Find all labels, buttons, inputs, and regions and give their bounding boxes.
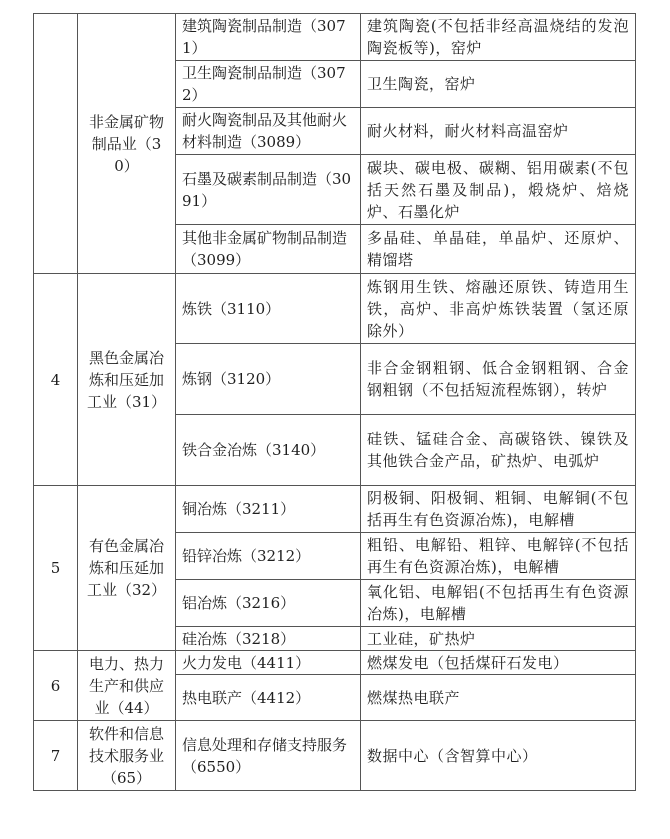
sub-industry: 石墨及碳素制品制造（3091） [176,155,361,225]
seq-number [34,14,78,274]
industry-name: 电力、热力生产和供应业（44） [78,651,176,721]
equipment-description: 硅铁、锰硅合金、高碳铬铁、镍铁及其他铁合金产品，矿热炉、电弧炉 [361,415,636,486]
industry-name: 有色金属冶炼和压延加工业（32） [78,486,176,651]
sub-industry: 铅锌冶炼（3212） [176,533,361,580]
table-row [34,274,636,344]
sub-industry: 热电联产（4412） [176,675,361,721]
industry-equipment-table [33,13,636,791]
equipment-description: 耐火材料，耐火材料高温窑炉 [361,108,636,155]
sub-industry: 硅冶炼（3218） [176,627,361,651]
sub-industry: 信息处理和存储支持服务（6550） [176,721,361,791]
equipment-description: 数据中心（含智算中心） [361,721,636,791]
sub-industry: 炼铁（3110） [176,274,361,344]
sub-industry: 铁合金冶炼（3140） [176,415,361,486]
equipment-description: 炼钢用生铁、熔融还原铁、铸造用生铁，高炉、非高炉炼铁装置（氢还原除外） [361,274,636,344]
seq-number: 6 [34,651,78,721]
sub-industry: 铜冶炼（3211） [176,486,361,533]
equipment-description: 阴极铜、阳极铜、粗铜、电解铜(不包括再生有色资源冶炼)，电解槽 [361,486,636,533]
equipment-description: 卫生陶瓷，窑炉 [361,61,636,108]
sub-industry: 炼钢（3120） [176,344,361,415]
table-row [34,14,636,61]
equipment-description: 非合金钢粗钢、低合金钢粗钢、合金钢粗钢（不包括短流程炼钢），转炉 [361,344,636,415]
equipment-description: 碳块、碳电极、碳糊、铝用碳素(不包括天然石墨及制品)，煅烧炉、焙烧炉、石墨化炉 [361,155,636,225]
table-row [34,486,636,533]
equipment-description: 燃煤热电联产 [361,675,636,721]
seq-number: 7 [34,721,78,791]
industry-name: 黑色金属冶炼和压延加工业（31） [78,274,176,486]
equipment-description: 燃煤发电（包括煤矸石发电） [361,651,636,675]
sub-industry: 耐火陶瓷制品及其他耐火材料制造（3089） [176,108,361,155]
equipment-description: 氧化铝、电解铝(不包括再生有色资源冶炼)，电解槽 [361,580,636,627]
equipment-description: 多晶硅、单晶硅，单晶炉、还原炉、精馏塔 [361,225,636,274]
sub-industry: 火力发电（4411） [176,651,361,675]
seq-number: 4 [34,274,78,486]
table-row [34,651,636,675]
sub-industry: 卫生陶瓷制品制造（3072） [176,61,361,108]
seq-number: 5 [34,486,78,651]
sub-industry: 其他非金属矿物制品制造（3099） [176,225,361,274]
table-row [34,721,636,791]
equipment-description: 粗铅、电解铅、粗锌、电解锌(不包括再生有色资源冶炼)，电解槽 [361,533,636,580]
sub-industry: 建筑陶瓷制品制造（3071） [176,14,361,61]
equipment-description: 工业硅，矿热炉 [361,627,636,651]
industry-name: 软件和信息技术服务业（65） [78,721,176,791]
equipment-description: 建筑陶瓷(不包括非经高温烧结的发泡陶瓷板等)，窑炉 [361,14,636,61]
industry-name: 非金属矿物制品业（30） [78,14,176,274]
sub-industry: 铝冶炼（3216） [176,580,361,627]
